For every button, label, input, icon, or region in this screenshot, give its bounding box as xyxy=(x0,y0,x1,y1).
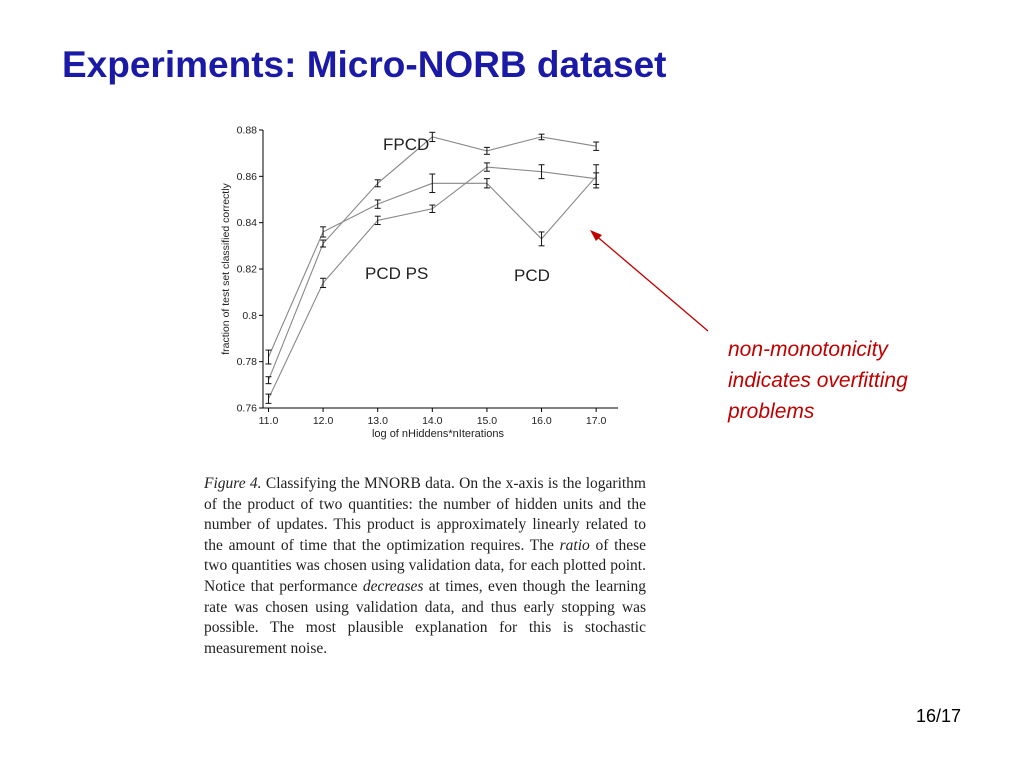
page-number: 16/17 xyxy=(916,706,962,726)
y-tick-label: 0.84 xyxy=(236,217,257,230)
series-label-pcd-ps: PCD PS xyxy=(365,264,429,283)
x-tick-label: 15.0 xyxy=(476,415,498,427)
x-tick-label: 14.0 xyxy=(422,415,443,427)
slide-title: Experiments: Micro-NORB dataset xyxy=(62,44,667,85)
x-axis-label: log of nHiddens*nIterations xyxy=(371,428,505,440)
caption-decreases-word: decreases xyxy=(362,577,424,595)
caption-text-1: Classifying the MNORB data. On the x-axis is the logarithm of the product of two quantities: the number of hidden units and the number of updates. This product is approximately linearly related to the amount of time that the optimization requires. The xyxy=(204,475,646,554)
series-line-fpcd xyxy=(269,137,597,380)
x-tick-label: 11.0 xyxy=(258,415,279,427)
annotation-line-2: indicates overfitting xyxy=(728,369,908,392)
caption-text-3: at times, even though the learning rate was chosen using validation data, and thus early stopping was possible. The most plausible explanation for this is stochastic measurement noise. xyxy=(204,577,646,657)
x-tick-label: 16.0 xyxy=(531,415,552,427)
figure-caption xyxy=(204,474,646,659)
x-tick-label: 13.0 xyxy=(367,415,388,427)
caption-ratio-word: ratio xyxy=(559,536,590,554)
overfitting-annotation xyxy=(728,334,908,427)
caption-text-2: of these two quantities was chosen using validation data, for each plotted point. Notice that performance xyxy=(204,536,647,595)
x-tick-label: 17.0 xyxy=(585,415,607,427)
caption-figure-label: Figure 4. xyxy=(204,475,262,492)
annotation-line-3: problems xyxy=(728,400,815,423)
y-tick-label: 0.8 xyxy=(242,309,257,322)
y-tick-label: 0.88 xyxy=(236,124,257,137)
series-label-fpcd: FPCD xyxy=(383,135,430,154)
annotation-line-1: non-monotonicity xyxy=(728,338,888,361)
y-tick-label: 0.78 xyxy=(236,356,257,369)
x-tick-label: 12.0 xyxy=(312,415,334,427)
y-tick-label: 0.86 xyxy=(236,170,257,183)
y-tick-label: 0.76 xyxy=(236,402,257,415)
accuracy-line-chart xyxy=(210,118,630,448)
y-tick-label: 0.82 xyxy=(236,263,257,276)
y-axis-label: fraction of test set classified correctly xyxy=(220,183,232,355)
series-label-pcd: PCD xyxy=(514,266,550,285)
